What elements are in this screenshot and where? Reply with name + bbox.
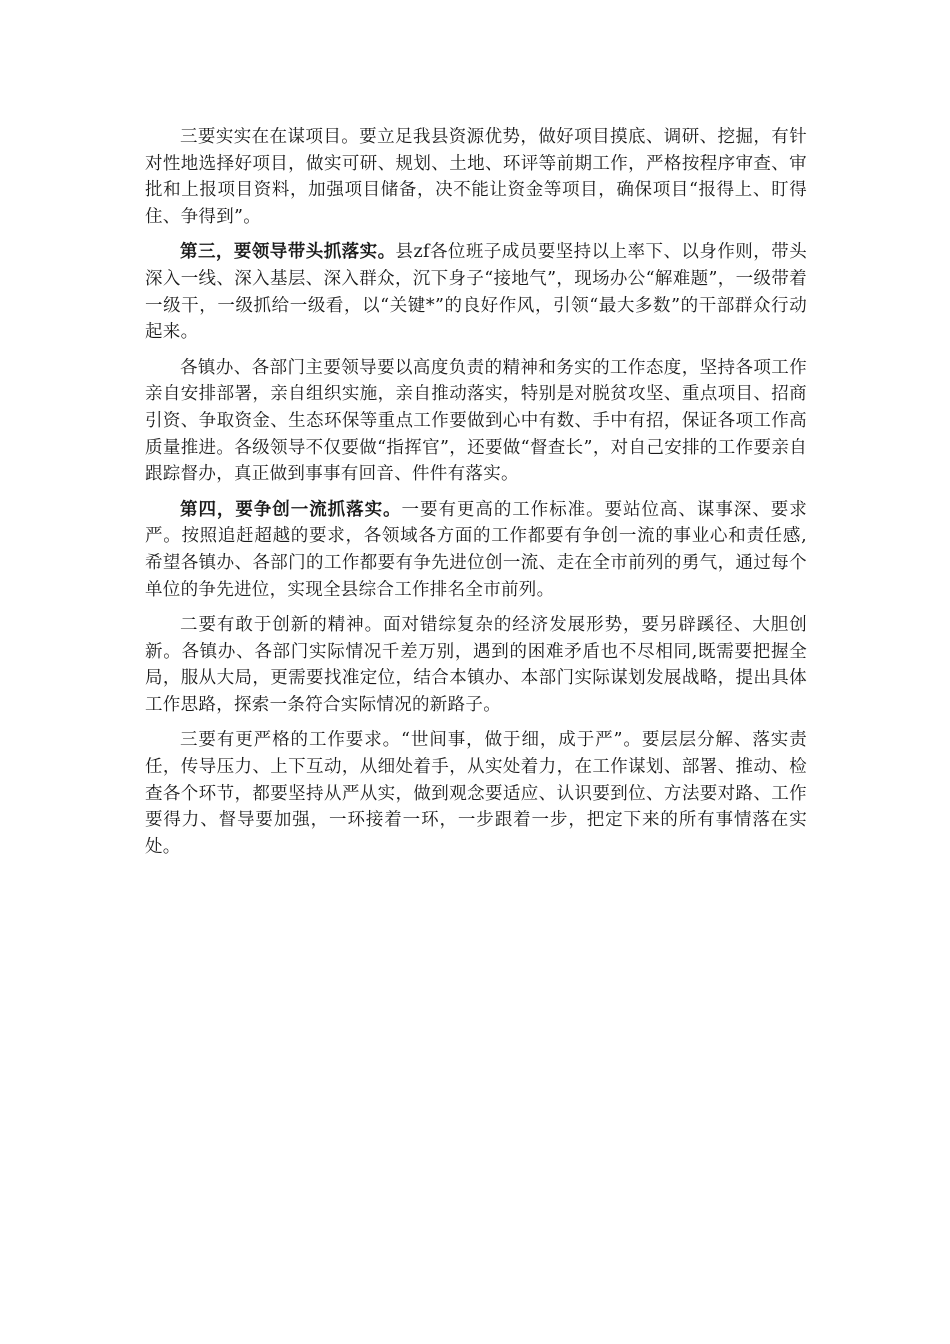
paragraph-2-text: 县zf各位班子成员要坚持以上率下、以身作则，带头深入一线、深入基层、深入群众，沉下身子“接地气”，现场办公“解难题”，一级带着一级干，一级抓给一级看，以“关键*”的良好作风，引领“最大多数”的干部群众行动起来。 <box>145 242 807 343</box>
paragraph-3 <box>145 355 807 488</box>
paragraph-4 <box>145 497 807 603</box>
paragraph-4-lead: 第四，要争创一流抓落实。 <box>180 499 402 520</box>
paragraph-1 <box>145 124 807 230</box>
paragraph-1-text: 三要实实在在谋项目。要立足我县资源优势，做好项目摸底、调研、挖掘，有针对性地选择好项目，做实可研、规划、土地、环评等前期工作，严格按程序审查、审批和上报项目资料，加强项目储备，决不能让资金等项目，确保项目“报得上、盯得住、争得到”。 <box>145 127 807 227</box>
paragraph-2-lead: 第三，要领导带头抓落实。 <box>180 242 396 263</box>
paragraph-6 <box>145 727 807 860</box>
document-body <box>145 124 807 869</box>
paragraph-2 <box>145 239 807 345</box>
paragraph-3-text: 各镇办、各部门主要领导要以高度负责的精神和务实的工作态度，坚持各项工作亲自安排部署，亲自组织实施，亲自推动落实，特别是对脱贫攻坚、重点项目、招商引资、争取资金、生态环保等重点工作要做到心中有数、手中有招，保证各项工作高质量推进。各级领导不仅要做“指挥官”，还要做“督查长”，对自己安排的工作要亲自跟踪督办，真正做到事事有回音、件件有落实。 <box>145 357 807 485</box>
paragraph-5-text: 二要有敢于创新的精神。面对错综复杂的经济发展形势，要另辟蹊径、大胆创新。各镇办、各部门实际情况千差万别，遇到的困难矛盾也不尽相同,既需要把握全局，服从大局，更需要找准定位，结合本镇办、本部门实际谋划发展战略，提出具体工作思路，探索一条符合实际情况的新路子。 <box>145 615 807 715</box>
paragraph-4-text: 一要有更高的工作标准。要站位高、谋事深、要求严。按照追赶超越的要求，各领域各方面的工作都要有争创一流的事业心和责任感,希望各镇办、各部门的工作都要有争先进位创一流、走在全市前列的勇气，通过每个单位的争先进位，实现全县综合工作排名全市前列。 <box>145 499 807 600</box>
paragraph-5 <box>145 612 807 718</box>
paragraph-6-text: 三要有更严格的工作要求。“世间事，做于细，成于严”。要层层分解、落实责任，传导压力、上下互动，从细处着手，从实处着力，在工作谋划、部署、推动、检查各个环节，都要坚持从严从实，做到观念要适应、认识要到位、方法要对路、工作要得力、督导要加强，一环接着一环，一步跟着一步，把定下来的所有事情落在实处。 <box>145 730 807 857</box>
